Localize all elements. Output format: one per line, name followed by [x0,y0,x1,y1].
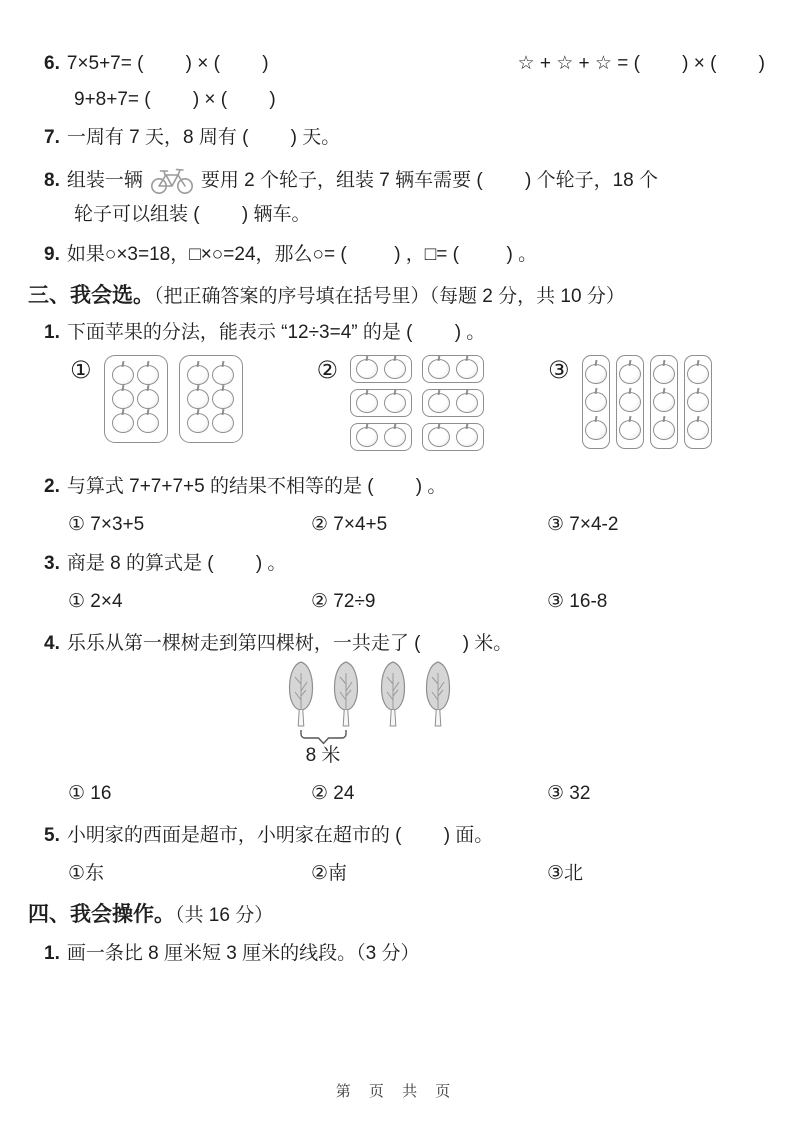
apple-figure [44,355,765,455]
section-3-header [28,283,765,309]
section3-question-5 [44,824,765,848]
apple-icon [428,427,450,447]
apple-icon [428,359,450,379]
option-2: ② 7×4+5 [311,513,388,535]
group-label: ② [316,356,339,384]
question-text: 小明家的西面是超市，小明家在超市的 ( ) 面。 [66,825,494,846]
apple-group [548,355,712,449]
apple-box [650,355,678,449]
question-text: 9+8+7= ( ) × ( ) [74,88,276,110]
apple-icon [619,364,641,384]
apple-icon [619,392,641,412]
apple-boxes [582,355,712,449]
apple-boxes [350,355,484,451]
option-3: ③ 32 [547,783,591,805]
section-4-header [28,902,765,928]
tree-icon [427,662,450,726]
question-text: 商是 8 的算式是 ( ) 。 [66,553,287,575]
apple-boxes [104,355,243,443]
question-6-line1 [44,52,765,76]
question-4-options [44,782,765,806]
option-1: ① 2×4 [68,591,123,612]
apple-box [582,355,610,449]
text-after-icon: 要用 2 个轮子，组装 7 辆车需要 ( ) 个轮子，18 个 [200,170,658,192]
section3-question-2 [44,475,765,499]
apple-icon [687,392,709,412]
apple-icon [619,420,641,440]
question-text: 一周有 7 天，8 周有 ( ) 天。 [66,126,341,148]
option-2: ② 24 [311,783,355,805]
section4-question-1 [44,942,765,966]
question-text: 轮子可以组装 ( ) 辆车。 [74,204,311,226]
apple-icon [187,365,209,385]
question-6-left [44,52,269,76]
question-number: 4. [44,632,60,654]
question-text: 下面苹果的分法，能表示 “12÷3=4” 的是 ( ) 。 [66,322,486,343]
apple-icon [356,359,378,379]
question-text: 与算式 7+7+7+5 的结果不相等的是 ( ) 。 [66,475,447,497]
apple-box [684,355,712,449]
question-number: 5. [44,825,60,846]
question-number: 9. [44,244,60,265]
apple-icon [137,389,159,409]
option-1: ① 16 [68,783,112,805]
apple-icon [356,427,378,447]
apple-icon [456,427,478,447]
question-number: 7. [44,126,60,148]
apple-box [422,389,484,417]
apple-icon [653,420,675,440]
option-3: ③北 [547,862,584,884]
question-number: 8. [44,170,60,192]
apple-icon [384,359,406,379]
option-2: ② 72÷9 [311,591,376,612]
section3-question-1 [44,321,765,345]
apple-box [616,355,644,449]
section-note: （把正确答案的序号填在括号里）（每题 2 分，共 10 分） [154,285,625,307]
option-1: ① 7×3+5 [68,513,145,535]
section-title: 四、我会操作。 [28,902,175,926]
question-3-options [44,590,765,614]
section3-question-3 [44,552,765,576]
question-7 [44,126,765,150]
apple-icon [356,393,378,413]
option-3: ③ 7×4-2 [547,513,619,535]
apple-box [179,355,243,443]
apple-icon [384,427,406,447]
apple-group [70,355,243,443]
bicycle-icon [150,165,194,195]
question-8-line1 [44,165,765,195]
apple-icon [585,392,607,412]
tree-icon [382,662,405,726]
tree-figure [284,660,460,773]
apple-box [422,423,484,451]
question-text: 7×5+7= ( ) × ( ) [66,53,269,74]
apple-icon [687,420,709,440]
question-8-line2 [44,203,765,227]
distance-label: 8 米 [305,744,341,766]
apple-icon [585,364,607,384]
question-number: 3. [44,553,60,575]
question-6-star-expression: ☆ + ☆ + ☆ = ( ) × ( ) [517,53,765,74]
apple-box [422,355,484,383]
section3-question-4 [44,632,765,656]
section-note: （共 16 分） [175,904,274,926]
apple-icon [212,413,234,433]
tree-icon [335,662,358,726]
option-2: ②南 [311,862,348,884]
apple-icon [653,364,675,384]
apple-icon [187,413,209,433]
question-text [67,165,658,195]
question-text: 画一条比 8 厘米短 3 厘米的线段。（3 分） [66,942,420,964]
apple-box [104,355,168,443]
brace [301,730,346,744]
question-5-options [44,862,765,886]
group-label: ① [70,356,92,384]
question-number: 2. [44,475,60,497]
apple-icon [137,413,159,433]
group-label: ③ [548,356,570,384]
apple-icon [456,359,478,379]
apple-icon [384,393,406,413]
question-9 [44,243,765,267]
tree-icon [290,662,313,726]
apple-group [317,355,485,451]
section-title: 三、我会选。 [28,283,154,307]
question-text: 如果○×3=18，□×○=24，那么○= ( ) ，□= ( ) 。 [66,244,538,265]
apple-icon [212,389,234,409]
apple-icon [456,393,478,413]
apple-icon [137,365,159,385]
apple-icon [687,364,709,384]
apple-icon [112,389,134,409]
text-before-icon: 组装一辆 [66,170,143,192]
apple-box [350,355,412,383]
apple-icon [187,389,209,409]
question-number: 6. [44,53,60,74]
page-number-label: 第 页 共 页 [335,1083,458,1101]
question-text: 乐乐从第一棵树走到第四棵树，一共走了 ( ) 米。 [66,632,513,654]
question-number: 1. [44,942,60,964]
question-number: 1. [44,322,60,343]
apple-box [350,423,412,451]
option-3: ③ 16-8 [547,591,608,612]
question-6-line2 [44,88,765,112]
apple-box [350,389,412,417]
apple-icon [212,365,234,385]
page-footer [0,1083,793,1102]
apple-icon [112,365,134,385]
apple-icon [585,420,607,440]
apple-icon [428,393,450,413]
apple-icon [653,392,675,412]
question-2-options [44,513,765,537]
option-1: ①东 [68,862,105,884]
apple-icon [112,413,134,433]
